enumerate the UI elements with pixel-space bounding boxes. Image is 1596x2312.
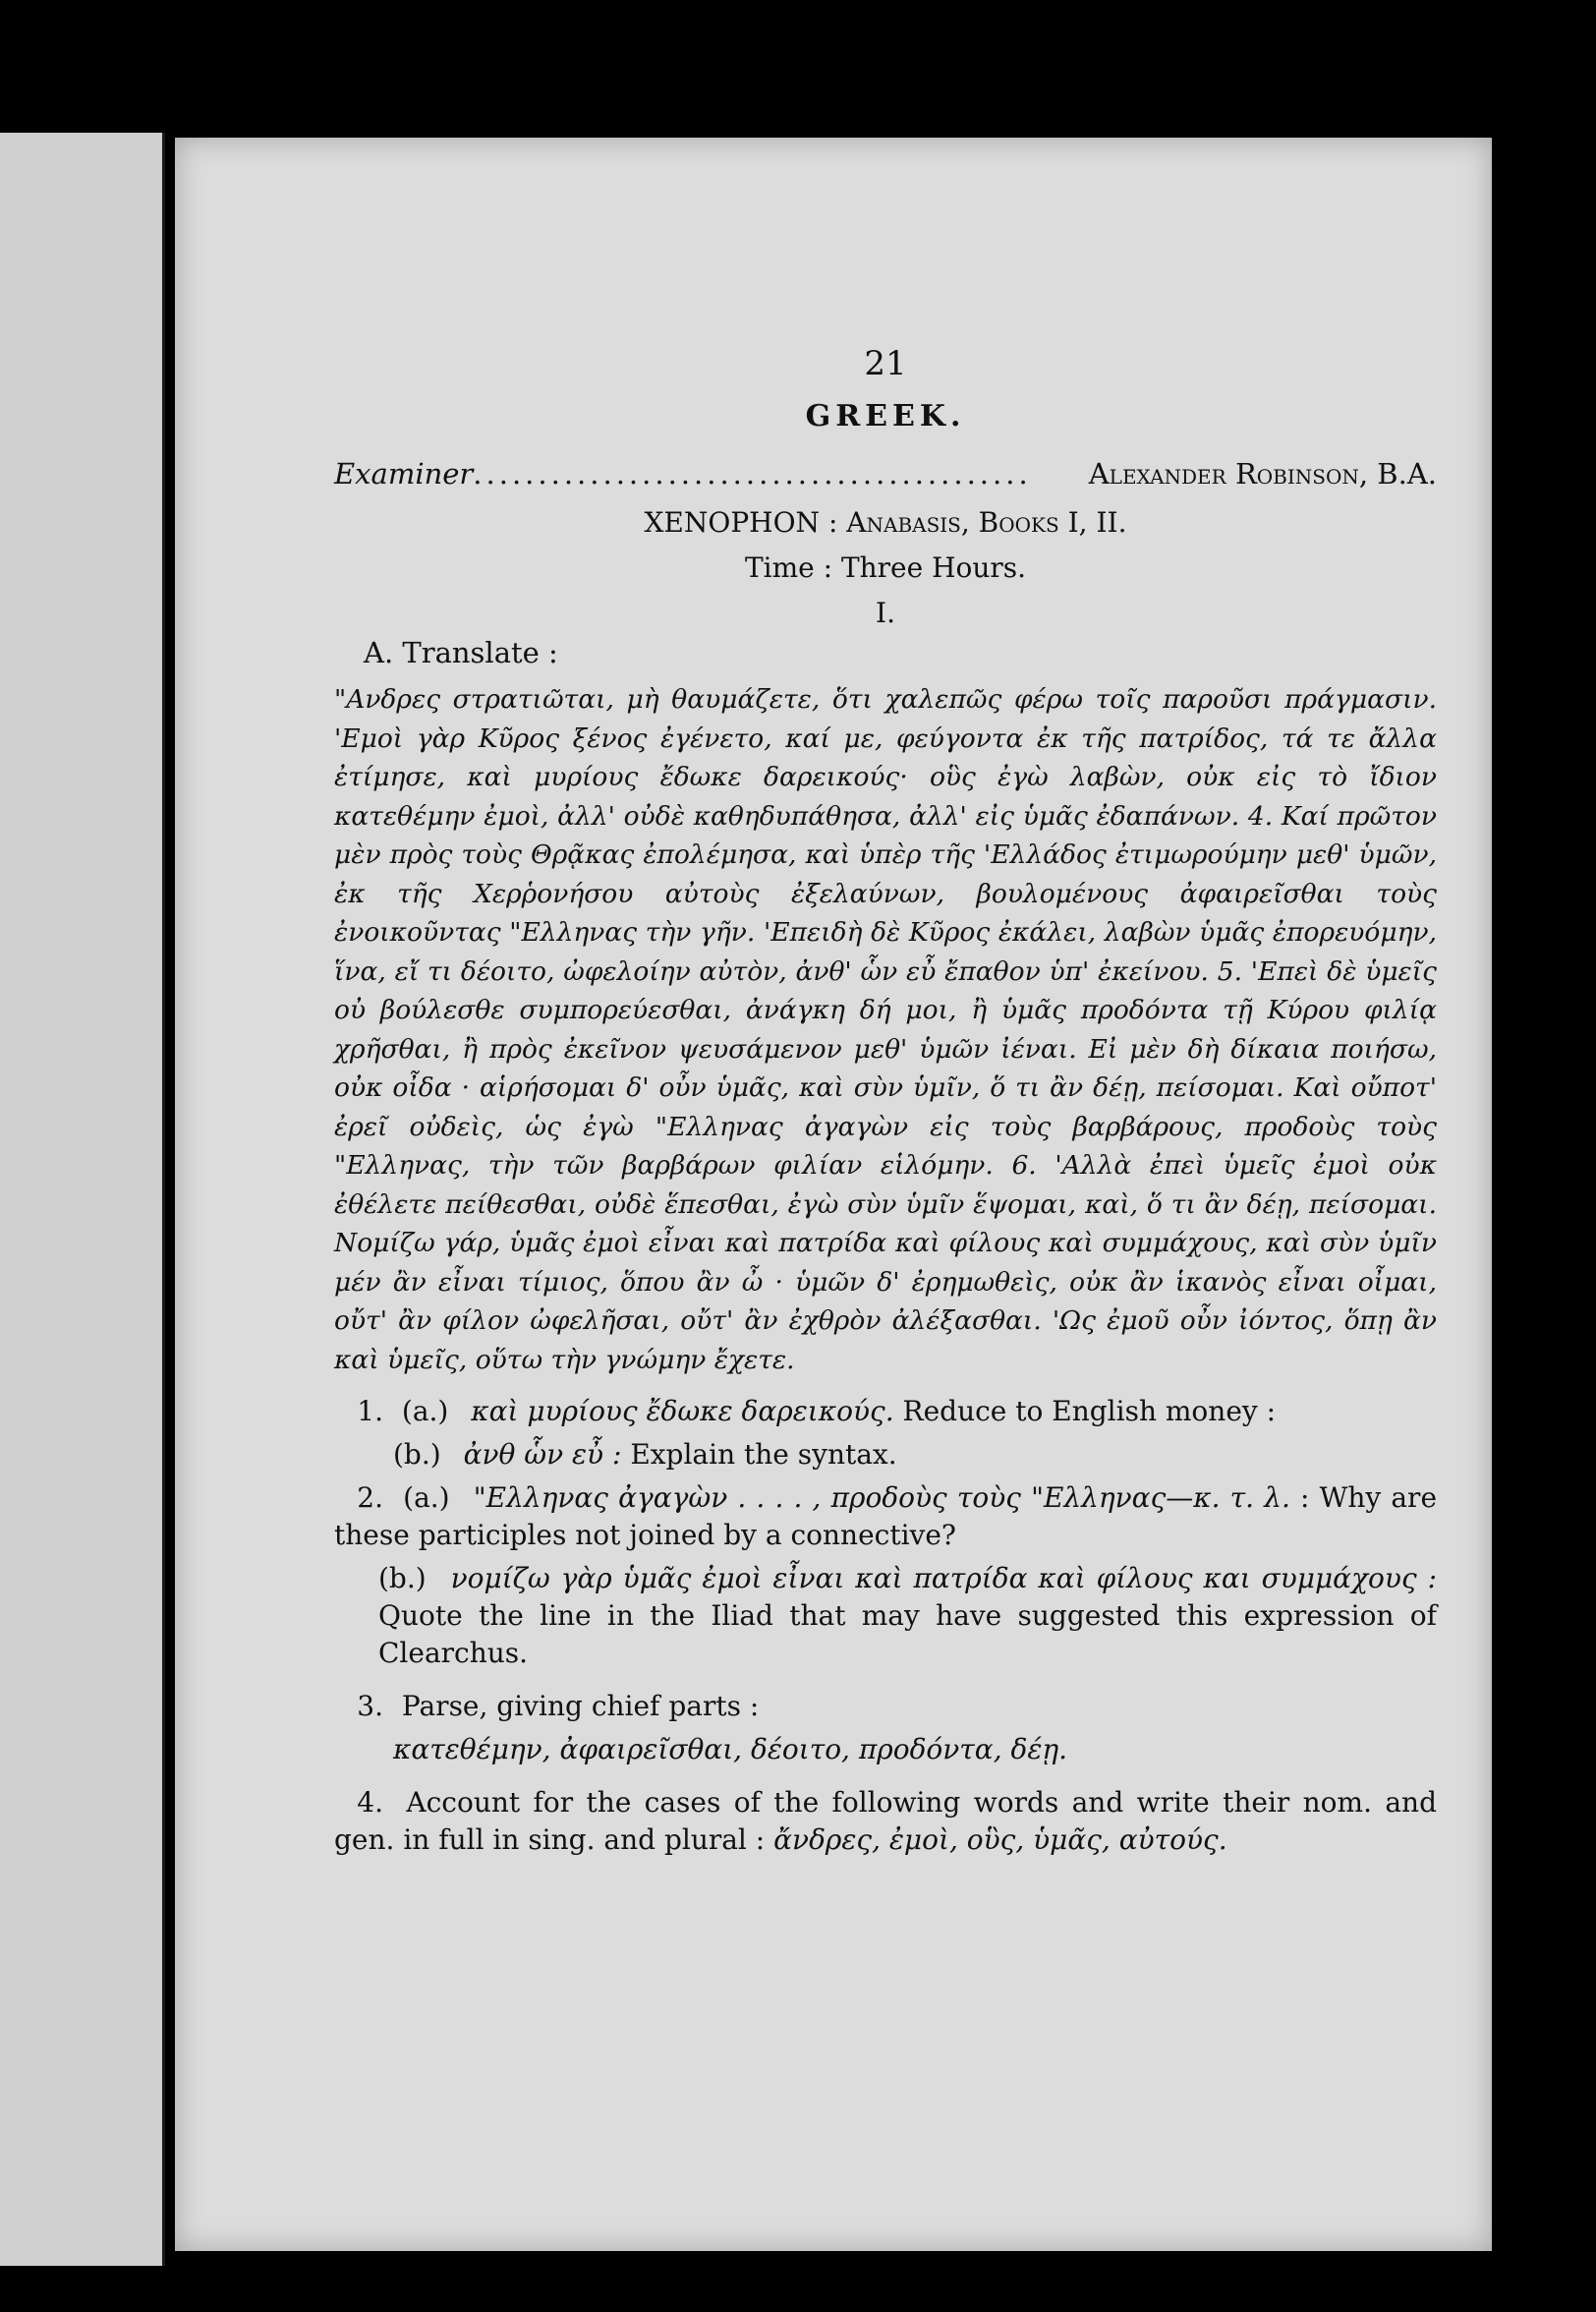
section-number: I. bbox=[876, 597, 895, 629]
greek-quote: ἄνδρες, ἐμοὶ, οὓς, ὑμᾶς, αὐτούς. bbox=[773, 1823, 1227, 1856]
sub-label: (a.) bbox=[401, 1395, 449, 1427]
question-number: 4. bbox=[357, 1786, 383, 1819]
examiner-label: Examiner bbox=[334, 457, 474, 491]
exam-page bbox=[175, 138, 1492, 2251]
question-text: Parse, giving chief parts : bbox=[401, 1690, 760, 1722]
page-content bbox=[334, 344, 1437, 1865]
greek-quote: κατεθέμην, ἀφαιρεῖσθαι, δέοιτο, προδόντα, δέῃ. bbox=[393, 1733, 1068, 1765]
page-number: 21 bbox=[864, 344, 907, 383]
sub-label: (a.) bbox=[403, 1481, 450, 1514]
question-text: : Why are these participles not joined by a connective? bbox=[334, 1481, 1438, 1551]
question-1b bbox=[334, 1436, 1437, 1474]
sub-label: (b.) bbox=[378, 1562, 427, 1594]
sub-label: (b.) bbox=[393, 1438, 441, 1471]
question-3 bbox=[334, 1688, 1437, 1725]
part-a-label: A. Translate : bbox=[364, 636, 558, 669]
question-text: Explain the syntax. bbox=[630, 1438, 897, 1471]
greek-quote: νομίζω γὰρ ὑμᾶς ἐμοὶ εἶναι καὶ πατρίδα καὶ φίλους και συμμάχους : bbox=[450, 1562, 1438, 1594]
examiner-dots: ........................................... bbox=[473, 457, 1032, 491]
question-1a bbox=[334, 1393, 1437, 1430]
question-4 bbox=[334, 1784, 1437, 1859]
time-line: Time : Three Hours. bbox=[744, 551, 1027, 584]
question-text: Quote the line in the Iliad that may have suggested this expression of Clearchus. bbox=[378, 1599, 1437, 1669]
greek-quote: "Ελληνας ἀγαγὼν . . . . , προδοὺς τοὺς "Ελληνας—κ. τ. λ. bbox=[473, 1481, 1290, 1514]
question-number: 3. bbox=[357, 1690, 383, 1722]
question-number: 2. bbox=[357, 1481, 383, 1514]
question-text: Reduce to English money : bbox=[902, 1395, 1277, 1427]
question-number: 1. bbox=[357, 1395, 383, 1427]
author-line: XENOPHON : Anabasis, Books I, II. bbox=[644, 506, 1127, 539]
examiner-name: Alexander Robinson, B.A. bbox=[1088, 457, 1437, 491]
greek-passage: "Ανδρες στρατιῶται, μὴ θαυμάζετε, ὅτι χαλεπῶς φέρω τοῖς παροῦσι πράγμασιν. 'Εμοὶ γὰρ Κῦρος ξένος ἐγένετο, καί με, φεύγοντα ἐκ τῆς πατρίδος, τά τε ἄλλα ἐτίμησε, καὶ μυρίους ἔδωκε δαρεικούς· οὓς ἐγὼ λαβὼν, οὐκ εἰς τὸ ἴδιον κατεθέμην ἐμοὶ, ἀλλ' οὐδὲ καθηδυπάθησα, ἀλλ' εἰς ὑμᾶς ἐδαπάνων. 4. Καί πρῶτον μὲν πρὸς τοὺς Θρᾷκας ἐπολέμησα, καὶ ὑπὲρ τῆς 'Ελλάδος ἐτιμωρούμην μεθ' ὑμῶν, ἐκ τῆς Χερῥονήσου αὐτοὺς ἐξελαύνων, βουλομένους ἀφαιρεῖσθαι τοὺς ἐνοικοῦντας "Ελληνας τὴν γῆν. 'Επειδὴ δὲ Κῦρος ἐκάλει, λαβὼν ὑμᾶς ἐπορευόμην, ἵνα, εἴ τι δέοιτο, ὠφελοίην αὐτὸν, ἀνθ' ὧν εὖ ἔπαθον ὑπ' ἐκείνου. 5. 'Επεὶ δὲ ὑμεῖς οὐ βούλεσθε συμπορεύεσθαι, ἀνάγκη δή μοι, ἢ ὑμᾶς προδόντα τῇ Κύρου φιλίᾳ χρῆσθαι, ἢ πρὸς ἐκεῖνον ψευσάμενον μεθ' ὑμῶν ἰέναι. Εἰ μὲν δὴ δίκαια ποιήσω, οὐκ οἶδα · αἱρήσομαι δ' οὖν ὑμᾶς, καὶ σὺν ὑμῖν, ὅ τι ἂν δέῃ, πείσομαι. Καὶ οὔποτ' ἐρεῖ οὐδεὶς, ὡς ἐγὼ "Ελληνας ἀγαγὼν εἰς τοὺς βαρβάρους, προδοὺς τοὺς "Ελληνας, τὴν τῶν βαρβάρων φιλίαν εἱλόμην. 6. 'Αλλὰ ἐπεὶ ὑμεῖς ἐμοὶ οὐκ ἐθέλετε πείθεσθαι, οὐδὲ ἕπεσθαι, ἐγὼ σὺν ὑμῖν ἕψομαι, καὶ, ὅ τι ἂν δέῃ, πείσομαι. Νομίζω γάρ, ὑμᾶς ἐμοὶ εἶναι καὶ πατρίδα καὶ φίλους καὶ συμμάχους, καὶ σὺν ὑμῖν μέν ἂν εἶναι τίμιος, ὅπου ἂν ὦ · ὑμῶν δ' ἐρημωθεὶς, οὐκ ἂν ἱκανὸς εἶναι οἶμαι, οὔτ' ἂν φίλον ὠφελῆσαι, οὔτ' ἂν ἐχθρὸν ἀλέξασθαι. 'Ως ἐμοῦ οὖν ἰόντος, ὅπῃ ἂν καὶ ὑμεῖς, οὕτω τὴν γνώμην ἔχετε. bbox=[334, 684, 1437, 1375]
adjacent-page-edge bbox=[0, 133, 165, 2266]
question-text: Account for the cases of the following words and write their nom. and gen. in full in sing. and plural : bbox=[334, 1786, 1438, 1856]
question-2b bbox=[334, 1560, 1437, 1672]
examiner-line bbox=[334, 454, 1437, 493]
question-3-words bbox=[334, 1731, 1437, 1768]
subject-heading: GREEK. bbox=[805, 399, 966, 434]
greek-quote: καὶ μυρίους ἔδωκε δαρεικούς. bbox=[471, 1395, 894, 1427]
greek-quote: ἀνθ ὧν εὖ : bbox=[463, 1438, 622, 1471]
question-2a bbox=[334, 1479, 1437, 1554]
